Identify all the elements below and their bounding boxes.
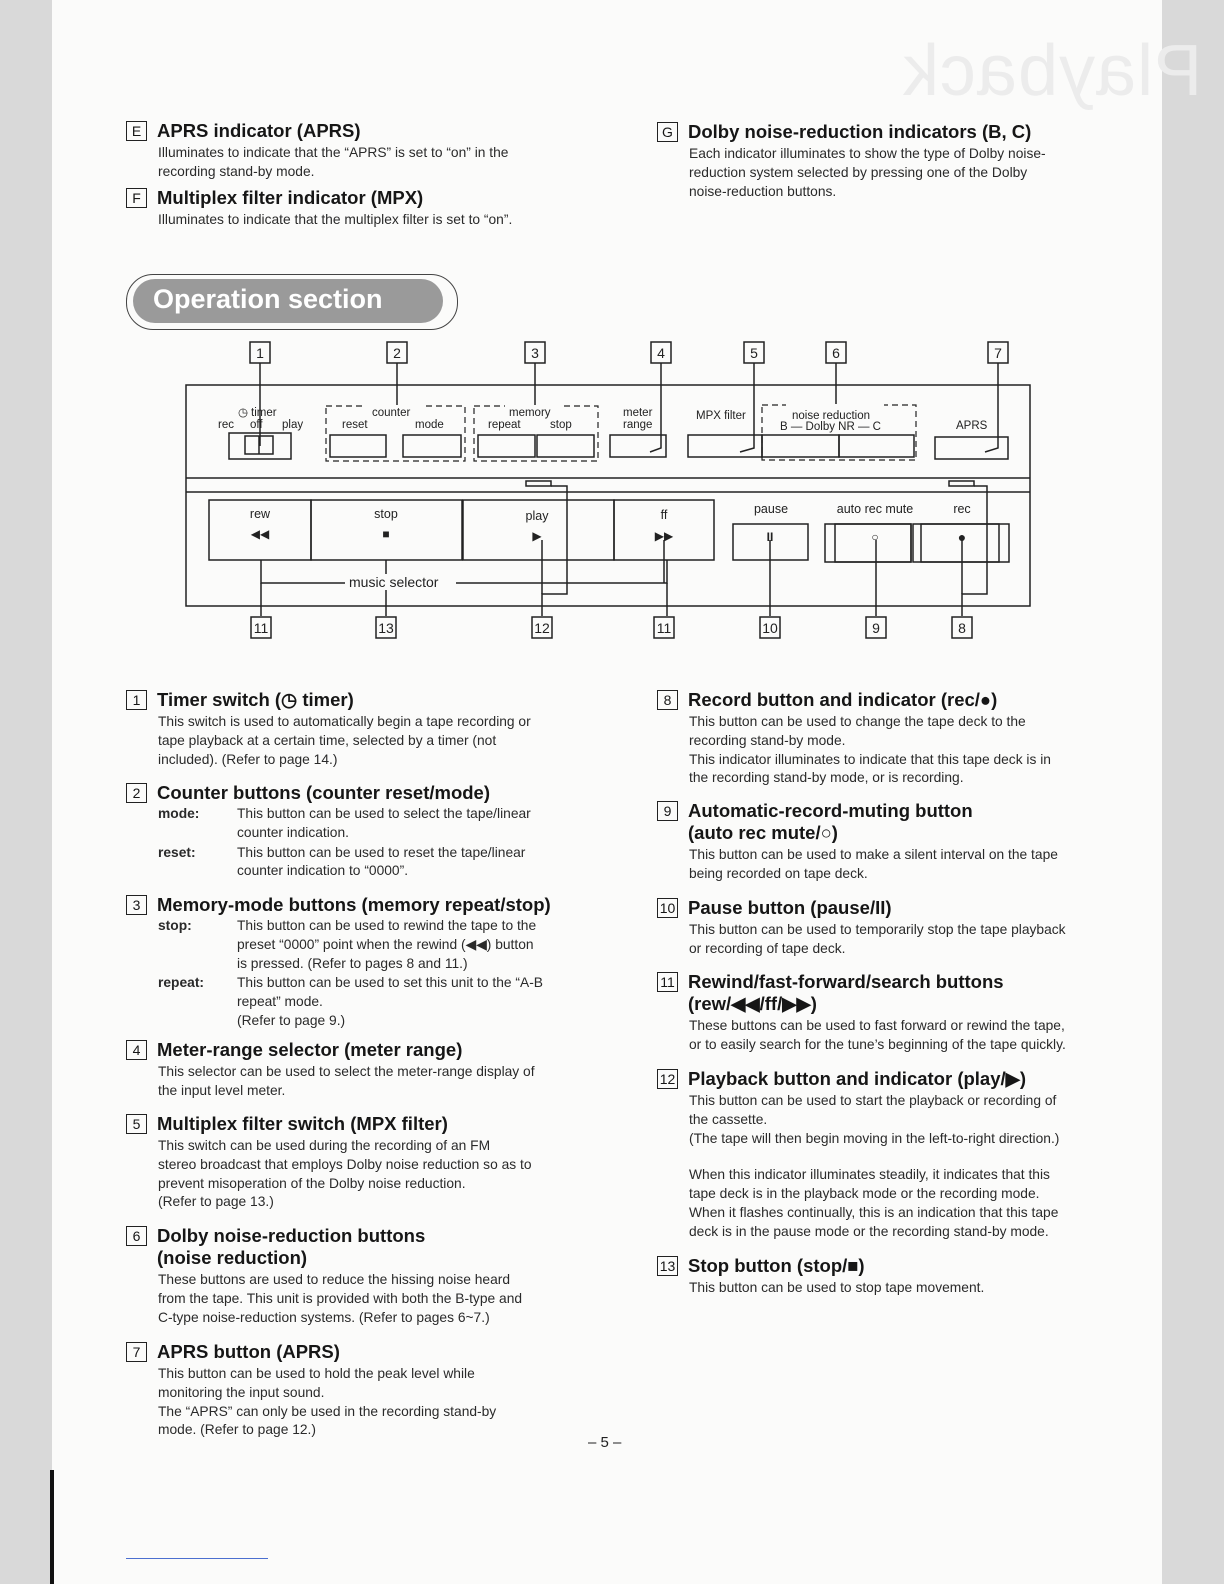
bleed-through-text: Playback <box>902 31 1203 111</box>
counter-label: counter <box>372 407 411 419</box>
section-id-box: 6 <box>126 1226 147 1246</box>
text-line: mode. (Refer to page 12.) <box>158 1422 316 1438</box>
rec-indicator <box>949 481 974 486</box>
stop-small-label: stop <box>550 419 572 431</box>
auto-rec-mute-button <box>825 524 911 562</box>
footer-rule <box>126 1558 268 1559</box>
section-2-counter-buttons <box>126 782 576 881</box>
mpx-filter-switch <box>688 435 762 457</box>
text-line: the cassette. <box>689 1111 768 1127</box>
timer-off-label: off <box>250 419 263 431</box>
play-label: play <box>525 509 549 523</box>
section-title: Dolby noise-reduction buttons <box>157 1225 426 1246</box>
text-line: These buttons can be used to fast forward or rewind the tape, <box>689 1018 1065 1033</box>
mpx-filter-label: MPX filter <box>696 410 746 422</box>
section-title: APRS indicator (APRS) <box>157 120 361 141</box>
memory-stop-button <box>537 435 594 457</box>
callout-bottom-3-label: 11 <box>656 620 672 636</box>
text-line: These buttons are used to reduce the hissing noise heard <box>158 1272 511 1287</box>
section-title: Timer switch (◷ timer) <box>157 689 354 710</box>
text-line: This button can be used to temporarily stop the tape playback <box>689 922 1066 937</box>
callout-bottom-5-label: 9 <box>872 620 880 636</box>
play-indicator <box>526 481 551 486</box>
text-line: prevent misoperation of the Dolby noise reduction. <box>158 1175 466 1191</box>
section-id-box: 12 <box>657 1069 678 1089</box>
section-id-box: 11 <box>657 972 678 992</box>
callout-top-4-label: 4 <box>657 345 665 361</box>
text-line: This switch is used to automatically begin a tape recording or <box>158 714 531 729</box>
callout-top-7-label: 7 <box>994 345 1002 361</box>
section-id-box: 1 <box>126 690 147 710</box>
meter-label: meter <box>623 407 653 419</box>
text-line: This button can be used to stop tape movement. <box>689 1280 985 1295</box>
text-line: The “APRS” can only be used in the recording stand-by <box>158 1403 497 1419</box>
definition-reset: reset: This button can be used to reset the tape/linear counter indication to “0000”. <box>158 844 526 879</box>
text-line: recording stand-by mode. <box>689 732 846 748</box>
text-line: included). (Refer to page 14.) <box>158 751 338 767</box>
section-8-record-button <box>657 689 1102 788</box>
ff-icon: ▶▶ <box>654 529 674 543</box>
counter-reset-button <box>330 435 386 457</box>
rew-label: rew <box>249 507 271 521</box>
text-line: When this indicator illuminates steadily, it indicates that this <box>689 1167 1050 1183</box>
section-title: Counter buttons (counter reset/mode) <box>157 782 491 803</box>
text-line: stereo broadcast that employs Dolby noise reduction so as to <box>158 1156 532 1172</box>
callout-top-2-label: 2 <box>393 345 401 361</box>
section-3-memory-mode <box>126 894 576 1031</box>
front-panel-diagram <box>0 0 1224 660</box>
section-title: Playback button and indicator (play/▶) <box>688 1068 1027 1089</box>
timer-play-label: play <box>282 419 304 431</box>
section-id-box: 13 <box>657 1256 678 1276</box>
text-line: tape playback at a certain time, selected by a timer (not <box>158 732 497 748</box>
section-title: Record button and indicator (rec/●) <box>688 689 998 710</box>
section-title: Memory-mode buttons (memory repeat/stop) <box>157 894 551 915</box>
section-id-box: 10 <box>657 898 678 918</box>
section-title: Multiplex filter indicator (MPX) <box>157 187 424 208</box>
text-line: or recording of tape deck. <box>689 940 846 956</box>
text-line: This selector can be used to select the meter-range display of <box>158 1064 535 1079</box>
counter-mode-button <box>403 435 461 457</box>
text-line: Illuminates to indicate that the multiplex filter is set to “on”. <box>158 212 513 227</box>
text-line: Each indicator illuminates to show the type of Dolby noise- <box>689 146 1046 161</box>
section-title: Dolby noise-reduction indicators (B, C) <box>688 121 1032 142</box>
auto-rec-mute-label: auto rec mute <box>836 502 914 516</box>
section-7-aprs-button <box>126 1341 576 1440</box>
section-id-box: 4 <box>126 1040 147 1060</box>
section-id-box: 3 <box>126 895 147 915</box>
text-line: the input level meter. <box>158 1082 286 1098</box>
stop-label: stop <box>374 507 398 521</box>
definition-mode: mode: This button can be used to select the tape/linear counter indication. <box>158 806 531 840</box>
section-5-mpx-filter <box>126 1113 576 1212</box>
section-1-timer-switch <box>126 689 576 769</box>
rec-icon: ● <box>957 529 967 545</box>
callout-bottom-6-label: 8 <box>958 620 966 636</box>
section-id-box: 8 <box>657 690 678 710</box>
text-line: This button can be used to hold the peak level while <box>158 1366 475 1381</box>
text-line: recording stand-by mode. <box>158 163 315 179</box>
section-id-box: G <box>657 122 678 142</box>
music-selector-label: music selector <box>349 574 439 590</box>
callout-top-5-label: 5 <box>750 345 758 361</box>
text-line: This button can be used to start the playback or recording of <box>689 1093 1057 1108</box>
text-line: This indicator illuminates to indicate that this tape deck is in <box>689 751 1051 767</box>
section-id-box: F <box>126 188 147 208</box>
text-line: being recorded on tape deck. <box>689 865 868 881</box>
text-line: or to easily search for the tune’s beginning of the tape quickly. <box>689 1036 1066 1052</box>
section-12-playback-button <box>657 1068 1102 1242</box>
text-line: This button can be used to make a silent interval on the tape <box>689 847 1058 862</box>
meter-range-selector <box>610 435 666 457</box>
text-line: monitoring the input sound. <box>158 1384 325 1400</box>
play-icon: ▶ <box>532 529 542 543</box>
repeat-label: repeat <box>488 419 521 431</box>
text-line: (The tape will then begin moving in the left-to-right direction.) <box>689 1130 1060 1146</box>
mode-label: mode <box>415 419 444 431</box>
pause-label: pause <box>753 502 789 516</box>
timer-label: timer <box>251 407 277 419</box>
timer-icon: ◷ <box>238 407 249 419</box>
timer-rec-label: rec <box>218 419 234 431</box>
section-9-auto-rec-mute <box>657 800 1102 884</box>
callout-bottom-0-label: 11 <box>253 620 269 636</box>
section-11-search-buttons <box>657 971 1102 1055</box>
callout-bottom-1-label: 13 <box>378 620 394 636</box>
section-id-box: 9 <box>657 801 678 821</box>
memory-label: memory <box>509 407 551 419</box>
section-id-box: 7 <box>126 1342 147 1362</box>
pause-icon: II <box>766 530 774 544</box>
ff-label: ff <box>660 508 668 522</box>
text-line: (Refer to page 13.) <box>158 1194 274 1210</box>
operation-section-title: Operation section <box>153 284 383 314</box>
definition-stop: stop: This button can be used to rewind the tape to the preset “0000” point when the rewind (◀◀) button is pressed. (Refer to pages 8 and 11.) <box>158 918 537 971</box>
section-title: Stop button (stop/■) <box>688 1255 865 1276</box>
text-line: deck is in the pause mode or the recording stand-by mode. <box>689 1223 1049 1239</box>
text-line: Illuminates to indicate that the “APRS” is set to “on” in the <box>158 145 509 160</box>
text-line: reduction system selected by pressing one of the Dolby <box>689 164 1028 180</box>
reset-label: reset <box>342 419 368 431</box>
range-label: range <box>623 419 653 431</box>
section-title: Meter-range selector (meter range) <box>157 1039 463 1060</box>
text-line: tape deck is in the playback mode or the recording mode. <box>689 1186 1040 1202</box>
panel-outline <box>186 385 1030 606</box>
section-13-stop-button <box>657 1255 1102 1298</box>
dolby-nr-label: B — Dolby NR — C <box>780 421 881 433</box>
noise-reduction-label: noise reduction <box>792 410 870 422</box>
section-10-pause-button <box>657 897 1102 959</box>
text-line: the recording stand-by mode, or is recording. <box>689 770 964 786</box>
text-line: noise-reduction buttons. <box>689 183 837 199</box>
section-title: Multiplex filter switch (MPX filter) <box>157 1113 448 1134</box>
callout-top-3-label: 3 <box>531 345 539 361</box>
section-id-box: E <box>126 121 147 141</box>
callout-bottom-4-label: 10 <box>762 620 778 636</box>
section-id-box: 5 <box>126 1114 147 1134</box>
section-title-cont: (rew/◀◀/ff/▶▶) <box>688 993 817 1014</box>
rec-btn-label: rec <box>953 502 971 516</box>
text-line: C-type noise-reduction systems. (Refer to pages 6~7.) <box>158 1309 490 1325</box>
section-title-cont: (noise reduction) <box>157 1247 308 1268</box>
callout-top-1-label: 1 <box>256 345 264 361</box>
text-line: This switch can be used during the recording of an FM <box>158 1138 491 1153</box>
section-title: Automatic-record-muting button <box>688 800 973 821</box>
text-line: This button can be used to change the tape deck to the <box>689 714 1026 729</box>
callout-top-6-label: 6 <box>832 345 840 361</box>
section-title: Pause button (pause/II) <box>688 897 892 918</box>
text-line: from the tape. This unit is provided with both the B-type and <box>158 1290 523 1306</box>
memory-repeat-button <box>478 435 535 457</box>
section-4-meter-range <box>126 1039 576 1101</box>
section-title-cont: (auto rec mute/○) <box>688 822 838 843</box>
text-line: When it flashes continually, this is an indication that this tape <box>689 1204 1059 1220</box>
section-id-box: 2 <box>126 783 147 803</box>
section-title: Rewind/fast-forward/search buttons <box>688 971 1004 992</box>
aprs-label: APRS <box>956 420 988 432</box>
section-6-dolby-buttons <box>126 1225 576 1327</box>
section-title: APRS button (APRS) <box>157 1341 340 1362</box>
stop-icon: ■ <box>382 527 390 541</box>
callout-bottom-2-label: 12 <box>534 620 550 636</box>
dolby-c-button <box>839 435 914 457</box>
mute-icon: ○ <box>871 530 879 544</box>
rew-icon: ◀◀ <box>250 527 270 541</box>
binding-edge <box>50 1470 54 1584</box>
page-number: – 5 – <box>588 1434 622 1451</box>
dolby-b-button <box>762 435 839 457</box>
definition-repeat: repeat: This button can be used to set this unit to the “A-B repeat” mode. (Refer to page 9.) <box>158 975 544 1028</box>
